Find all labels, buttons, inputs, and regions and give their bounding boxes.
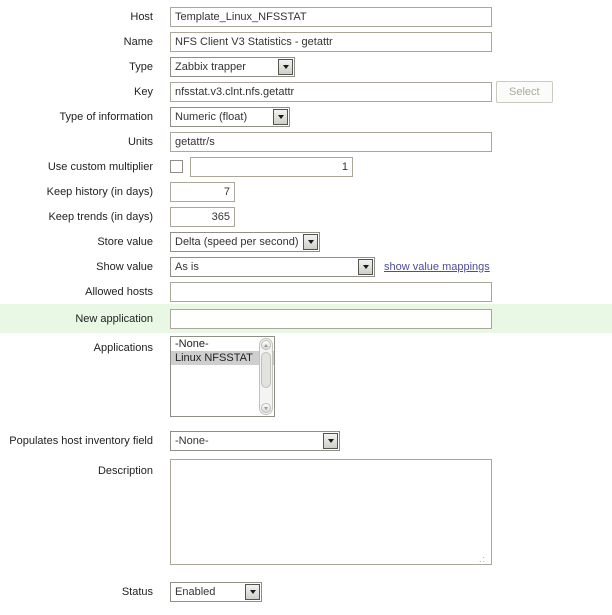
host-input <box>170 7 492 27</box>
scroll-up-icon[interactable] <box>261 340 271 350</box>
applications-label: Applications <box>93 342 153 354</box>
description-textarea[interactable] <box>170 459 492 565</box>
status-row <box>0 579 612 604</box>
populates-host-inventory-select-value: -None- <box>175 434 209 447</box>
populates-host-inventory-row <box>0 428 612 453</box>
dropdown-arrow-icon <box>273 109 288 125</box>
applications-row <box>0 336 612 422</box>
store-value-row <box>0 229 612 254</box>
store-value-label: Store value <box>97 235 153 248</box>
key-select-button: Select <box>496 81 553 103</box>
dropdown-arrow-icon <box>323 433 338 449</box>
listbox-scrollbar[interactable] <box>259 338 273 415</box>
status-label: Status <box>121 585 153 598</box>
use-custom-multiplier-checkbox[interactable] <box>170 160 183 173</box>
use-custom-multiplier-label: Use custom multiplier <box>47 160 153 173</box>
listbox-option-none[interactable]: -None- <box>175 338 209 350</box>
type-of-information-select[interactable] <box>170 107 290 127</box>
dropdown-arrow-icon <box>303 234 318 250</box>
status-select[interactable] <box>170 582 262 602</box>
type-select-value: Zabbix trapper <box>175 60 246 73</box>
populates-host-inventory-select[interactable] <box>170 431 340 451</box>
units-label: Units <box>127 135 153 148</box>
show-value-select-value: As is <box>175 260 199 273</box>
units-row <box>0 129 612 154</box>
name-row <box>0 29 612 54</box>
new-application-input[interactable] <box>170 309 492 329</box>
name-input[interactable] <box>170 32 492 52</box>
scroll-down-icon[interactable] <box>261 403 271 413</box>
show-value-mappings-link[interactable]: show value mappings <box>384 260 490 273</box>
keep-trends-row <box>0 204 612 229</box>
new-application-row <box>0 304 612 333</box>
custom-multiplier-input <box>190 157 353 177</box>
type-of-information-label: Type of information <box>59 110 153 123</box>
show-value-select[interactable] <box>170 257 375 277</box>
keep-trends-input[interactable] <box>170 207 235 227</box>
listbox-option-linux-nfsstat[interactable]: Linux NFSSTAT <box>171 351 274 365</box>
name-label: Name <box>123 35 153 48</box>
applications-listbox[interactable] <box>170 336 275 417</box>
type-label: Type <box>129 60 153 73</box>
allowed-hosts-input[interactable] <box>170 282 492 302</box>
keep-trends-label: Keep trends (in days) <box>48 210 153 223</box>
type-select[interactable] <box>170 57 295 77</box>
store-value-select-value: Delta (speed per second) <box>175 235 299 248</box>
keep-history-row <box>0 179 612 204</box>
dropdown-arrow-icon <box>278 59 293 75</box>
status-select-value: Enabled <box>175 585 216 598</box>
key-label: Key <box>134 85 153 98</box>
type-of-information-row <box>0 104 612 129</box>
keep-history-input[interactable] <box>170 182 235 202</box>
key-row <box>0 79 612 104</box>
populates-host-inventory-label: Populates host inventory field <box>9 434 153 447</box>
use-custom-multiplier-row <box>0 154 612 179</box>
allowed-hosts-label: Allowed hosts <box>85 285 153 298</box>
host-label: Host <box>130 10 153 23</box>
allowed-hosts-row <box>0 279 612 304</box>
show-value-label: Show value <box>96 260 153 273</box>
dropdown-arrow-icon <box>245 584 260 600</box>
units-input[interactable] <box>170 132 492 152</box>
key-input[interactable] <box>170 82 492 102</box>
keep-history-label: Keep history (in days) <box>46 185 153 198</box>
type-row <box>0 54 612 79</box>
dropdown-arrow-icon <box>358 259 373 275</box>
store-value-select[interactable] <box>170 232 320 252</box>
description-label: Description <box>97 465 153 477</box>
resize-handle-icon[interactable]: .: <box>478 554 486 564</box>
host-row <box>0 4 612 29</box>
show-value-row <box>0 254 612 279</box>
new-application-label: New application <box>75 312 153 325</box>
type-of-information-select-value: Numeric (float) <box>175 110 248 123</box>
description-row <box>0 459 612 571</box>
scrollbar-thumb[interactable] <box>261 352 271 388</box>
